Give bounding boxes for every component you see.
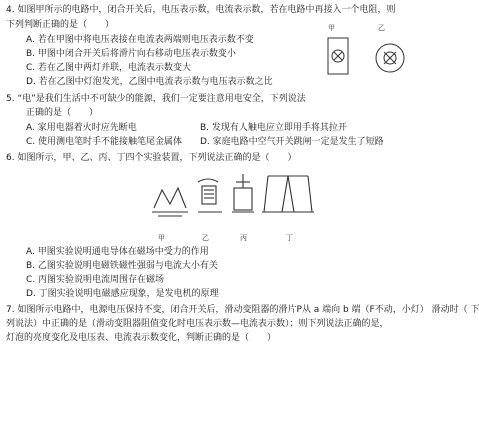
q4-figure-yi-label: 乙 — [378, 24, 385, 32]
q6-figure-jia — [152, 188, 188, 216]
q6-figure-label-jia: 甲 — [158, 234, 165, 242]
q4-option-d: D. 若在乙图中灯泡发光，乙图中电流表示数与电压表示数之比 — [26, 77, 273, 87]
q6-figure-label-yi: 乙 — [202, 234, 209, 242]
q4-circuit-yi — [376, 44, 404, 72]
q4-option-a: A. 若在甲图中将电压表接在电流表两端则电压表示数不变 — [26, 35, 254, 45]
q4-stem-line1: 4. 如图甲所示的电路中，闭合开关后，电压表示数，电流表示数，若在电路中再接入一个电阻，则 — [6, 5, 396, 15]
q4-option-b: B. 甲图中闭合开关后将滑片向右移动电压表示数变小 — [26, 49, 236, 59]
q6-option-d: D. 丁图实验说明电磁感应现象，是发电机的原理 — [26, 289, 219, 299]
q6-option-a: A. 甲图实验说明通电导体在磁场中受力的作用 — [26, 247, 209, 257]
q7-line1: 7. 如图所示电路中，电源电压保持不变，闭合开关后，滑动变阻器的滑片P从 a 端向 b 端（F不动，小灯） 滑动时（ 下 — [6, 305, 479, 315]
q6-figure-ding — [262, 176, 314, 212]
q4-figure-jia-label: 甲 — [328, 24, 335, 32]
q4-option-c: C. 若在乙图中两灯并联，电流表示数变大 — [26, 63, 192, 73]
q5-option-d: D. 家庭电路中空气开关跳闸一定是发生了短路 — [200, 137, 384, 147]
q6-experiment-figure — [148, 168, 318, 230]
q4-stem-line2: 下列判断正确的是（ ） — [6, 20, 115, 30]
q5-stem-line1: 5. “电”是我们生活中不可缺少的能源，我们一定要注意用电安全，下列说法 — [6, 94, 306, 104]
q6-figure-label-ding: 丁 — [286, 234, 293, 242]
q6-figure-label-bing: 丙 — [240, 234, 247, 242]
q6-option-c: C. 丙图实验说明电流周围存在磁场 — [26, 275, 165, 285]
q6-figure-yi — [198, 179, 222, 212]
q7-line2: 列说法）中正确的是（滑动变阻器阻值变化时电压表示数—电流表示数）；则下列说法正确的是， — [6, 319, 389, 329]
q7-line3: 灯泡的亮度变化及电压表、电流表示数变化，判断正确的是（ ） — [6, 333, 277, 343]
q5-option-c: C. 使用测电笔时手不能接触笔尾金属体 — [26, 137, 183, 147]
q6-figure-bing — [232, 174, 254, 212]
q5-stem-line2: 正确的是（ ） — [26, 108, 99, 118]
q4-circuit-jia — [328, 38, 348, 74]
q5-option-b: B. 发现有人触电应立即用手将其拉开 — [200, 123, 347, 133]
q6-option-b: B. 乙图实验说明电磁铁磁性强弱与电流大小有关 — [26, 261, 218, 271]
q6-stem: 6. 如图所示，甲、乙、丙、丁四个实验装置，下列说法正确的是（ ） — [6, 153, 297, 163]
q5-option-a: A. 家用电器着火时应先断电 — [26, 123, 137, 133]
q4-circuit-figure — [320, 34, 412, 86]
